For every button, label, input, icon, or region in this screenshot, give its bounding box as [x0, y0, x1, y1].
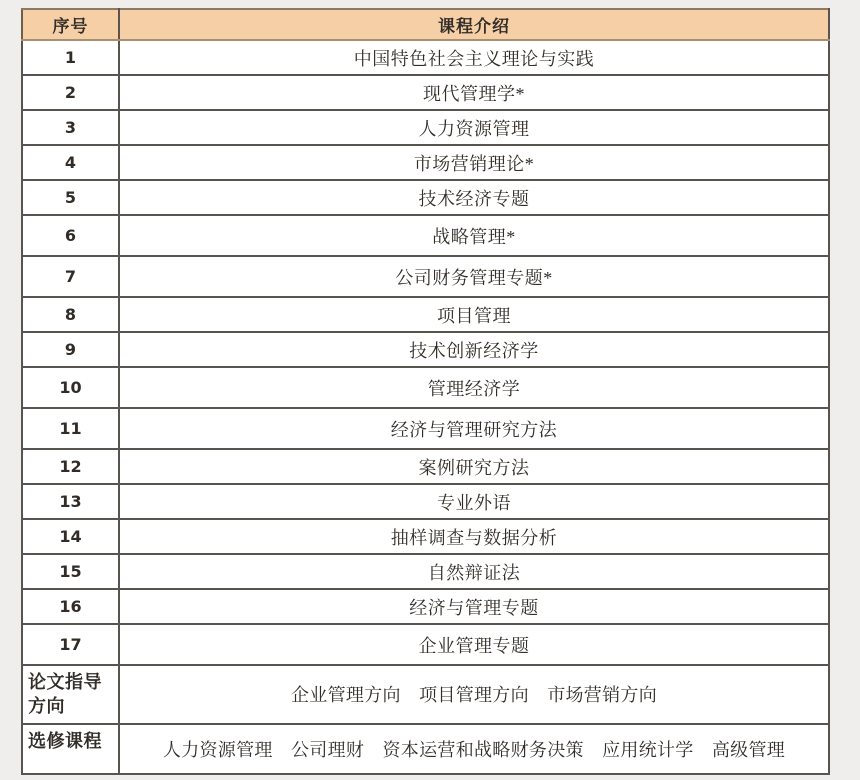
elective-courses-label [22, 724, 119, 774]
course-number: 1 [22, 40, 119, 75]
course-number: 2 [22, 75, 119, 110]
table-row [22, 484, 829, 519]
table-row [22, 554, 829, 589]
course-number: 9 [22, 332, 119, 367]
course-number: 8 [22, 297, 119, 332]
table-row [22, 180, 829, 215]
table-row [22, 145, 829, 180]
table-row [22, 367, 829, 408]
course-name: 项目管理 [119, 297, 829, 332]
course-number: 10 [22, 367, 119, 408]
course-number: 16 [22, 589, 119, 624]
table-row [22, 75, 829, 110]
course-name: 中国特色社会主义理论与实践 [119, 40, 829, 75]
thesis-direction-content: 企业管理方向 项目管理方向 市场营销方向 [119, 665, 829, 724]
course-name: 市场营销理论* [119, 145, 829, 180]
table-row [22, 256, 829, 297]
course-number: 14 [22, 519, 119, 554]
thesis-direction-row [22, 665, 829, 724]
course-number: 3 [22, 110, 119, 145]
course-name: 技术创新经济学 [119, 332, 829, 367]
thesis-direction-label-text: 论文指导方向 [28, 672, 102, 717]
table-row [22, 519, 829, 554]
table-row [22, 110, 829, 145]
header-course-intro: 课程介绍 [119, 9, 829, 40]
course-name: 企业管理专题 [119, 624, 829, 665]
course-number: 6 [22, 215, 119, 256]
table-row [22, 215, 829, 256]
table-row [22, 297, 829, 332]
table-row [22, 624, 829, 665]
course-name: 战略管理* [119, 215, 829, 256]
table-row [22, 332, 829, 367]
course-name: 经济与管理专题 [119, 589, 829, 624]
course-name: 经济与管理研究方法 [119, 408, 829, 449]
course-name: 抽样调查与数据分析 [119, 519, 829, 554]
header-serial-number: 序号 [22, 9, 119, 40]
course-name: 现代管理学* [119, 75, 829, 110]
course-number: 15 [22, 554, 119, 589]
elective-courses-content: 人力资源管理 公司理财 资本运营和战略财务决策 应用统计学 高级管理 [119, 724, 829, 774]
header-row [22, 9, 829, 40]
course-name: 自然辩证法 [119, 554, 829, 589]
course-name: 专业外语 [119, 484, 829, 519]
table-row [22, 408, 829, 449]
course-number: 4 [22, 145, 119, 180]
course-name: 公司财务管理专题* [119, 256, 829, 297]
course-number: 13 [22, 484, 119, 519]
course-name: 人力资源管理 [119, 110, 829, 145]
course-name: 案例研究方法 [119, 449, 829, 484]
course-number: 12 [22, 449, 119, 484]
course-name: 管理经济学 [119, 367, 829, 408]
course-name: 技术经济专题 [119, 180, 829, 215]
elective-courses-label-text: 选修课程 [28, 730, 102, 751]
table-row [22, 40, 829, 75]
thesis-direction-label [22, 665, 119, 724]
course-number: 11 [22, 408, 119, 449]
table-row [22, 589, 829, 624]
course-number: 5 [22, 180, 119, 215]
course-number: 17 [22, 624, 119, 665]
course-table [21, 8, 830, 775]
elective-courses-row [22, 724, 829, 774]
table-row [22, 449, 829, 484]
course-number: 7 [22, 256, 119, 297]
